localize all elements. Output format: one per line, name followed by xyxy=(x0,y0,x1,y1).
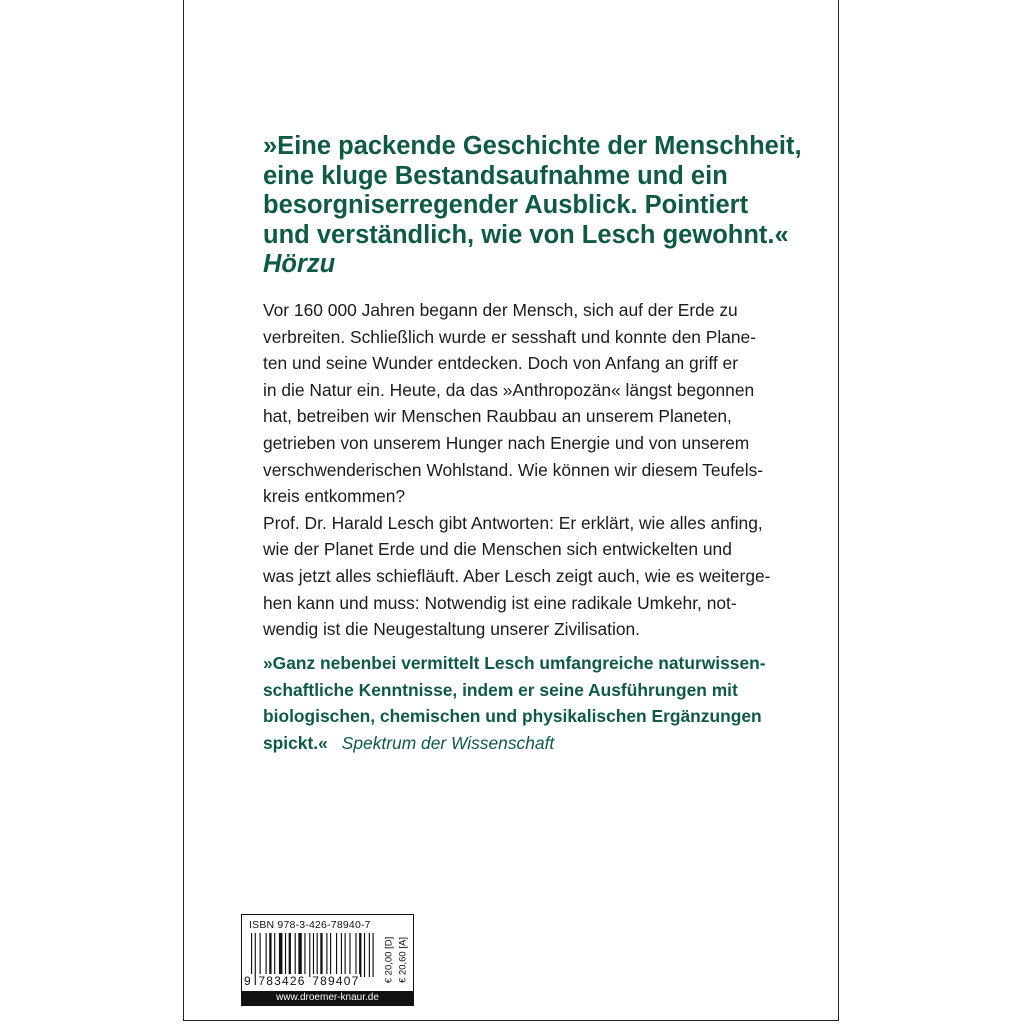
description-line: kreis entkommen? xyxy=(263,486,406,507)
second-quote-line: biologischen, chemischen und physikalischen Ergänzungen xyxy=(263,706,762,727)
price-germany: € 20,00 [D] xyxy=(383,936,394,984)
main-quote-source: Hörzu xyxy=(263,250,336,279)
barcode-bar xyxy=(295,933,296,977)
description-line: wie der Planet Erde und die Menschen sich entwickelten und xyxy=(263,539,732,560)
barcode-bar xyxy=(336,933,337,977)
main-quote-line: eine kluge Bestandsaufnahme und ein xyxy=(263,161,728,190)
barcode-bar xyxy=(260,933,261,977)
barcode-bar xyxy=(373,933,374,977)
description-line: ten und seine Wunder entdecken. Doch von Anfang an griff er xyxy=(263,353,739,374)
barcode-bar xyxy=(304,933,305,977)
main-quote-line: und verständlich, wie von Lesch gewohnt.« xyxy=(263,220,789,249)
barcode-bar xyxy=(326,933,327,977)
second-quote-last-line xyxy=(263,730,823,757)
price-austria: € 20,60 [A] xyxy=(397,937,408,983)
description-line: in die Natur ein. Heute, da das »Anthropozän« längst begonnen xyxy=(263,379,755,400)
description-line: verschwenderischen Wohlstand. Wie können wir diesem Teufels- xyxy=(263,459,764,480)
second-quote-source: Spektrum der Wissenschaft xyxy=(341,732,555,753)
barcode-bar xyxy=(309,933,310,977)
barcode-bar xyxy=(364,933,365,977)
description-line: wendig ist die Neugestaltung unserer Zivilisation. xyxy=(263,619,640,640)
barcode-bar xyxy=(269,933,271,977)
description-line: was jetzt alles schiefläuft. Aber Lesch zeigt auch, wie es weiterge- xyxy=(263,565,771,586)
barcode-bar xyxy=(355,933,356,977)
main-quote-line: »Eine packende Geschichte der Menschheit, xyxy=(263,132,802,160)
description-line: Vor 160 000 Jahren begann der Mensch, sich auf der Erde zu xyxy=(263,300,738,320)
barcode-bar xyxy=(274,933,275,977)
barcode-bar xyxy=(285,933,286,977)
barcode-bar xyxy=(345,933,346,977)
publisher-website: www.droemer-knaur.de xyxy=(242,991,413,1005)
main-quote-line: besorgniserregender Ausblick. Pointiert xyxy=(263,191,749,220)
description-line: getrieben von unserem Hunger nach Energie und von unserem xyxy=(263,432,750,453)
barcode-box xyxy=(241,914,414,1006)
main-review-quote xyxy=(263,132,833,280)
barcode-digit-first: 9 xyxy=(244,974,252,988)
barcode-digits-right: 789407 xyxy=(312,974,360,988)
description-line: hat, betreiben wir Menschen Raubbau an unserem Planeten, xyxy=(263,406,732,427)
barcode-digits-left: 783426 xyxy=(258,974,306,988)
barcode-bar xyxy=(266,933,267,977)
second-quote-line: schaftliche Kenntnisse, indem er seine Ausführungen mit xyxy=(263,679,738,700)
barcode-bar xyxy=(298,933,301,977)
barcode-bar xyxy=(289,933,291,977)
barcode-bar xyxy=(341,933,342,977)
description-line: hen kann und muss: Notwendig ist eine radikale Umkehr, not- xyxy=(263,592,737,613)
book-back-cover xyxy=(183,0,839,1021)
book-description xyxy=(263,297,823,643)
description-line: verbreiten. Schließlich wurde er sesshaft und konnte den Plane- xyxy=(263,326,757,347)
barcode-bar xyxy=(349,933,350,977)
barcode-digits xyxy=(243,974,381,988)
barcode-bar xyxy=(279,933,282,977)
barcode-bar xyxy=(330,933,331,977)
barcode-bar xyxy=(320,933,322,977)
second-quote-line: »Ganz nebenbei vermittelt Lesch umfangreiche naturwissen- xyxy=(263,653,766,673)
second-review-quote xyxy=(263,650,823,756)
description-line: Prof. Dr. Harald Lesch gibt Antworten: Er erklärt, wie alles anfing, xyxy=(263,512,763,533)
second-quote-line: spickt.« xyxy=(263,732,328,753)
isbn-label: ISBN 978-3-426-78940-7 xyxy=(249,919,371,931)
barcode-bar xyxy=(359,933,361,977)
barcode-bar xyxy=(369,933,370,977)
